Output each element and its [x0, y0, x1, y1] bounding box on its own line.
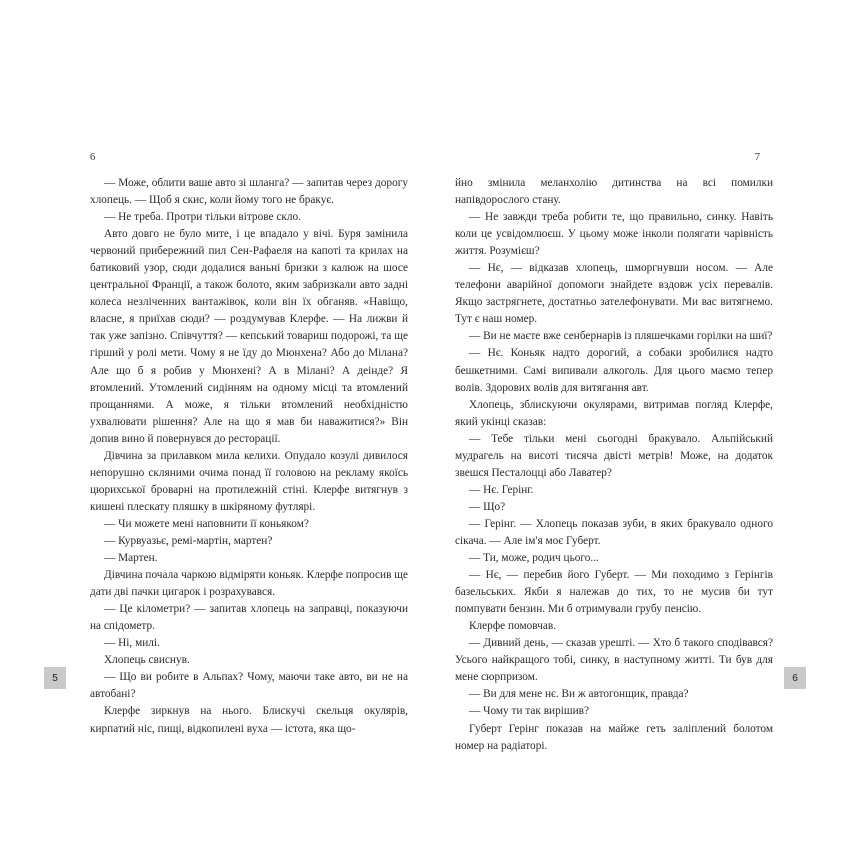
paragraph: — Чому ти так вирішив? — [469, 705, 589, 718]
paragraph: — Що ви робите в Альпах? Чому, маючи таке авто, ви не на автобані? — [90, 671, 408, 701]
paragraph: — Нє. Герінг. — [469, 483, 534, 496]
paragraph: — Нє. Коньяк надто дорогий, а собаки зробилися надто бешкетними. Самі випивали алкоголь. Для цього маємо тепер волів. Здорових волів для витягання авт. — [455, 347, 773, 394]
left-page-thumb-number: 5 — [44, 667, 66, 689]
paragraph: — Не треба. Протри тільки вітрове скло. — [104, 211, 301, 224]
paragraph: — Може, облити ваше авто зі шланга? — запитав через дорогу хлопець. — Щоб я скис, коли йому того не бракує. — [90, 177, 408, 207]
right-page — [425, 0, 850, 850]
paragraph: — Нє, — перебив його Губерт. — Ми походимо з Герінгів базельських. Якби я належав до тих, то не мусив би тут помпувати бензин. Ми б отримували грубу пенсію. — [455, 569, 773, 616]
paragraph: Клерфе зиркнув на нього. Блискучі скельця окулярів, кирпатий ніс, пищі, відкопилені вуха — істота, яка що- — [90, 705, 408, 735]
paragraph: Хлопець свиснув. — [104, 654, 190, 667]
paragraph: Губерт Герінг показав на майже геть заліплений болотом номер на радіаторі. — [455, 722, 773, 752]
paragraph: — Не завжди треба робити те, що правильно, синку. Навіть коли це усвідомлюєш. У цьому може інколи полягати чарівність життя. Розумієш? — [455, 211, 773, 258]
continued-line: йно змінила меланхолію дитинства на всі помилки напівдорослого стану. — [455, 177, 773, 207]
paragraph: — Це кілометри? — запитав хлопець на заправці, показуючи на спідометр. — [90, 603, 408, 633]
paragraph: — Нє, — відказав хлопець, шморгнувши носом. — Але телефони аварійної допомоги знайдете вздовж усіх перевалів. Якщо застрягнете, достатньо зателефонувати. Ми вас витягнемо. Тут є наш номер. — [455, 262, 773, 326]
right-header-page-number: 7 — [754, 152, 760, 163]
book-spine — [424, 160, 425, 680]
paragraph: — Тебе тільки мені сьогодні бракувало. Альпійський мудрагель на висоті тисяча двісті метрів! Може, на додаток звешся Песталоцці або Лаватер? — [455, 432, 773, 479]
paragraph: — Герінг. — Хлопець показав зуби, в яких бракувало одного сікача. — Але ім'я моє Губерт. — [455, 517, 773, 547]
paragraph: — Ти, може, родич цього... — [469, 552, 599, 565]
paragraph: Дівчина за прилавком мила келихи. Опудало козулі дивилося непорушно скляними очима понад її головою на рекламу якоїсь цюрихської броварні на протилежній стіні. Клерфе витягнув з кишені плескату пляшку в шкіряному футлярі. — [90, 449, 408, 513]
paragraph: Дівчина почала чаркою відміряти коньяк. Клерфе попросив ще дати дві пачки цигарок і розрахувався. — [90, 569, 408, 599]
paragraph: — Курвуазьє, ремі-мартін, мартен? — [104, 534, 273, 547]
paragraph: Авто довго не було мите, і це впадало у вічі. Буря замінила червоний прибережний пил Сен-Рафаеля на капоті та крилах на батиковий узор, сюди додалися ваньні бризки з калюж на шосе центральної Франції, а також болото, яким забризкали авто задні колеса незліченних вантажівок, коли він їх обганяв. «Навіщо, власне, я приїхав сюди? — роздумував Клерфе. — На лижви й так уже запізно. Співчуття? — кепський товариш подорожі, та ще гірший у ролі мети. Чому я не їду до Мюнхена? Або до Мілана? Але що б я робив у Мюнхені? А в Мілані? А деінде? Я втомлений. Утомлений сидінням на одному місці та втомлений прощаннями. А може, я тільки втомлений необхідністю ухвалювати рішення? Але на що я мав би наважитися?» Він допив вино й повернувся до ресторації. — [90, 228, 408, 445]
left-header-page-number: 6 — [90, 152, 96, 163]
paragraph: — Ви для мене нє. Ви ж автогонщик, правда? — [469, 688, 689, 701]
right-page-thumb-number: 6 — [784, 667, 806, 689]
paragraph: Клерфе помовчав. — [469, 620, 557, 633]
paragraph: — Дивний день, — сказав урешті. — Хто б такого сподівався? Усього найкращого тобі, синку, в наступному житті. Ти був для мене сюрпризом. — [455, 637, 773, 684]
paragraph: — Ні, милі. — [104, 637, 160, 650]
paragraph: — Мартен. — [104, 552, 158, 565]
paragraph: — Ви не маєте вже сенбернарів із пляшечками горілки на шиї? — [469, 330, 773, 343]
right-page-text — [455, 175, 773, 755]
left-page-text — [90, 175, 408, 738]
paragraph: Хлопець, зблискуючи окулярами, витримав погляд Клерфе, який укінці сказав: — [455, 398, 773, 428]
paragraph: — Що? — [469, 500, 506, 513]
paragraph: — Чи можете мені наповнити її коньяком? — [104, 517, 309, 530]
